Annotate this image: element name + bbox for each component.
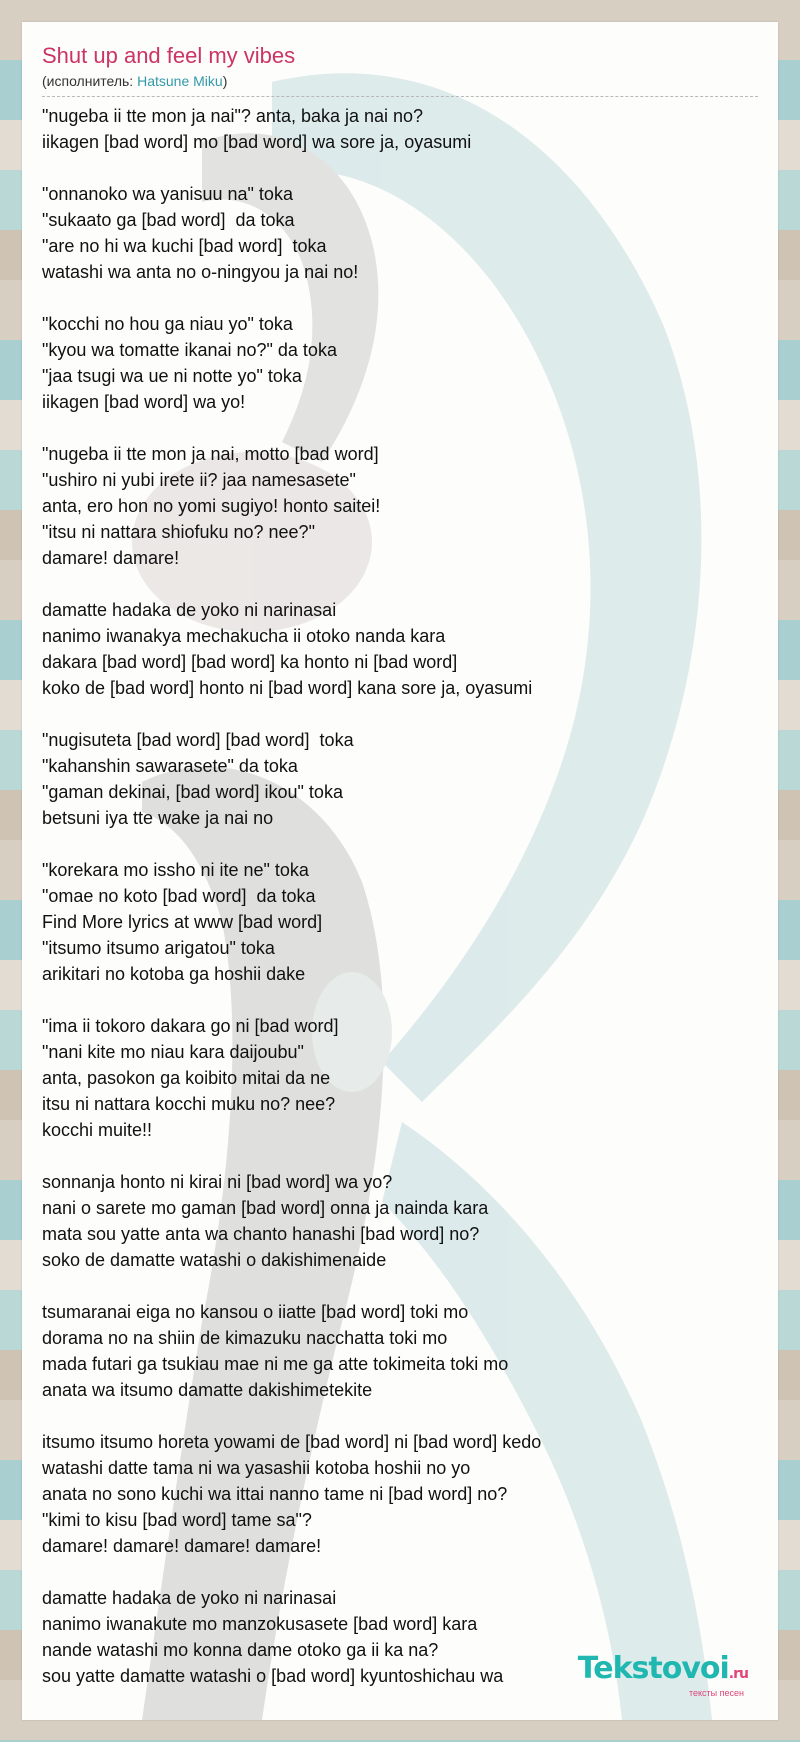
lyrics-line: anata no sono kuchi wa ittai nanno tame ni [bad word] no? [42,1484,508,1504]
lyrics-line: "ushiro ni yubi irete ii? jaa namesasete" [42,470,356,490]
lyrics-line: "gaman dekinai, [bad word] ikou" toka [42,782,343,802]
lyrics-line: damare! damare! damare! damare! [42,1536,322,1556]
main-content [22,22,778,1689]
lyrics-line: tsumaranai eiga no kansou o iiatte [bad word] toki mo [42,1302,469,1322]
logo-name: Tekstovoi [577,1651,729,1686]
lyrics-line: koko de [bad word] honto ni [bad word] kana sore ja, oyasumi [42,678,533,698]
lyrics-line: soko de damatte watashi o dakishimenaide [42,1250,387,1270]
lyrics-line: "kocchi no hou ga niau yo" toka [42,314,293,334]
lyrics-stanza [42,181,758,285]
lyrics-stanza [42,1169,758,1273]
lyrics-line: mada futari ga tsukiau mae ni me ga atte tokimeita toki mo [42,1354,509,1374]
lyrics-stanza [42,1013,758,1143]
logo-wordmark [578,1653,748,1690]
lyrics-body [42,103,758,1689]
lyrics-line: "sukaato ga [bad word] da toka [42,210,295,230]
lyrics-line: "jaa tsugi wa ue ni notte yo" toka [42,366,302,386]
site-logo[interactable] [578,1653,748,1698]
lyrics-line: dorama no na shiin de kimazuku nacchatta toki mo [42,1328,448,1348]
artist-line [42,72,758,97]
lyrics-line: sonnanja honto ni kirai ni [bad word] wa yo? [42,1172,393,1192]
lyrics-line: Find More lyrics at www [bad word] [42,912,323,932]
lyrics-stanza [42,103,758,155]
lyrics-line: watashi datte tama ni wa yasashii kotoba hoshii no yo [42,1458,471,1478]
lyrics-stanza [42,1429,758,1559]
lyrics-line: "omae no koto [bad word] da toka [42,886,316,906]
lyrics-line: "nugeba ii tte mon ja nai, motto [bad word] [42,444,379,464]
lyrics-line: iikagen [bad word] wa yo! [42,392,246,412]
lyrics-stanza [42,311,758,415]
lyrics-line: "nugeba ii tte mon ja nai"? anta, baka ja nai no? [42,106,424,126]
lyrics-line: nani o sarete mo gaman [bad word] onna ja nainda kara [42,1198,489,1218]
lyrics-line: iikagen [bad word] mo [bad word] wa sore ja, oyasumi [42,132,472,152]
lyrics-line: "itsu ni nattara shiofuku no? nee?" [42,522,315,542]
lyrics-line: nande watashi mo konna dame otoko ga ii ka na? [42,1640,439,1660]
artist-prefix: (исполнитель: [42,73,138,89]
lyrics-line: nanimo iwanakute mo manzokusasete [bad word] kara [42,1614,478,1634]
lyrics-line: anata wa itsumo damatte dakishimetekite [42,1380,373,1400]
lyrics-line: sou yatte damatte watashi o [bad word] kyuntoshichau wa [42,1666,504,1686]
logo-tagline: тексты песен [688,1688,744,1698]
lyrics-card [22,22,778,1720]
lyrics-line: "nani kite mo niau kara daijoubu" [42,1042,304,1062]
lyrics-line: itsumo itsumo horeta yowami de [bad word] ni [bad word] kedo [42,1432,542,1452]
lyrics-line: "itsumo itsumo arigatou" toka [42,938,275,958]
lyrics-line: nanimo iwanakya mechakucha ii otoko nanda kara [42,626,446,646]
lyrics-line: "ima ii tokoro dakara go ni [bad word] [42,1016,339,1036]
lyrics-line: betsuni iya tte wake ja nai no [42,808,274,828]
lyrics-line: dakara [bad word] [bad word] ka honto ni [bad word] [42,652,458,672]
song-title: Shut up and feel my vibes [42,43,296,68]
lyrics-line: itsu ni nattara kocchi muku no? nee? [42,1094,336,1114]
lyrics-line: "kimi to kisu [bad word] tame sa"? [42,1510,312,1530]
lyrics-stanza [42,727,758,831]
lyrics-stanza [42,441,758,571]
lyrics-line: watashi wa anta no o-ningyou ja nai no! [42,262,359,282]
lyrics-line: "onnanoko wa yanisuu na" toka [42,184,293,204]
lyrics-stanza [42,857,758,987]
artist-suffix: ) [222,73,228,89]
lyrics-line: anta, pasokon ga koibito mitai da ne [42,1068,331,1088]
lyrics-line: "are no hi wa kuchi [bad word] toka [42,236,327,256]
lyrics-line: "nugisuteta [bad word] [bad word] toka [42,730,354,750]
artist-link[interactable]: Hatsune Miku [137,73,223,89]
lyrics-line: arikitari no kotoba ga hoshii dake [42,964,306,984]
logo-tld: .ru [728,1666,748,1682]
lyrics-line: damatte hadaka de yoko ni narinasai [42,600,337,620]
lyrics-stanza [42,597,758,701]
lyrics-stanza [42,1299,758,1403]
lyrics-line: damare! damare! [42,548,180,568]
lyrics-line: kocchi muite!! [42,1120,153,1140]
lyrics-line: damatte hadaka de yoko ni narinasai [42,1588,337,1608]
lyrics-line: anta, ero hon no yomi sugiyo! honto saitei! [42,496,381,516]
lyrics-line: "korekara mo issho ni ite ne" toka [42,860,309,880]
lyrics-line: "kyou wa tomatte ikanai no?" da toka [42,340,337,360]
lyrics-line: mata sou yatte anta wa chanto hanashi [bad word] no? [42,1224,480,1244]
lyrics-line: "kahanshin sawarasete" da toka [42,756,298,776]
